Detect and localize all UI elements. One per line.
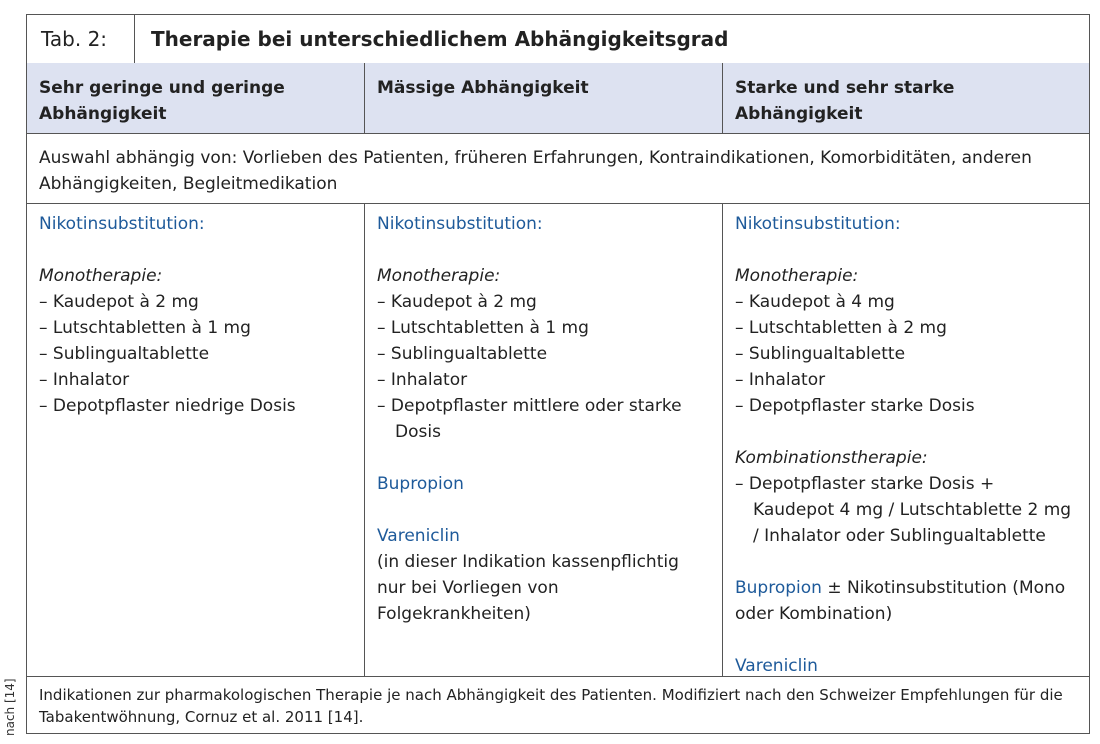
column-strong-dependence [723,204,1089,676]
list-item: – Sublingualtablette [735,344,906,364]
bupropion-suffix: ± Nikotinsubstitution (Mono oder Kombination) [735,578,1066,624]
list-item: – Kaudepot à 2 mg [377,292,537,312]
vareniclin-label: Vareniclin [735,656,818,676]
list-item: – Lutschtabletten à 2 mg [735,318,947,338]
monotherapy-label: Monotherapie: [735,266,859,286]
vareniclin-label: Vareniclin [377,526,460,546]
table-title: Therapie bei unterschiedlichem Abhängigkeitsgrad [151,27,729,51]
combination-therapy-label: Kombinationstherapie: [735,448,928,468]
header-row [27,63,1089,134]
therapy-body-row [27,204,1089,677]
list-item: – Inhalator [377,370,468,390]
header-strong-dependence: Starke und sehr starke Abhängigkeit [735,78,955,124]
selection-note: Auswahl abhängig von: Vorlieben des Patienten, früheren Erfahrungen, Kontraindikationen, Komorbiditäten, anderen Abhängigkeiten, Begleitmedikation [27,134,1089,204]
list-item: – Sublingualtablette [39,344,210,364]
therapy-table [26,14,1090,734]
table-footnote: Indikationen zur pharmakologischen Therapie je nach Abhängigkeit des Patienten. Modifiziert nach den Schweizer Empfehlungen für die Tabakentwöhnung, Cornuz et al. 2011 [14]. [39,686,1063,726]
monotherapy-label: Monotherapie: [39,266,163,286]
list-item: – Depotpflaster niedrige Dosis [39,396,296,416]
list-item: – Inhalator [39,370,130,390]
list-item: – Depotpflaster starke Dosis + Kaudepot 4 mg / Lutschtablette 2 mg / Inhalator oder Sublingualtablette [735,474,1072,546]
list-item: – Kaudepot à 4 mg [735,292,895,312]
column-low-dependence [27,204,365,676]
table-number: Tab. 2: [27,15,135,63]
list-item: – Depotpflaster starke Dosis [735,396,975,416]
list-item: – Lutschtabletten à 1 mg [377,318,589,338]
list-item: – Kaudepot à 2 mg [39,292,199,312]
column-moderate-dependence [365,204,723,676]
nikotin-label: Nikotinsubstitution: [735,214,901,234]
list-item: – Depotpflaster mittlere oder starke Dosis [377,396,682,442]
vareniclin-note: (in dieser Indikation kassenpflichtig nur bei Vorliegen von Folgekrankheiten) [377,552,679,624]
bupropion-line [735,575,1079,627]
table-title-row [27,15,1089,64]
source-note: nach [14] [3,678,17,736]
bupropion-label: Bupropion [377,474,464,494]
list-item: – Inhalator [735,370,826,390]
nikotin-label: Nikotinsubstitution: [39,214,205,234]
bupropion-label: Bupropion [735,578,822,598]
header-moderate-dependence: Mässige Abhängigkeit [365,63,723,133]
monotherapy-label: Monotherapie: [377,266,501,286]
nikotin-label: Nikotinsubstitution: [377,214,543,234]
list-item: – Sublingualtablette [377,344,548,364]
header-low-dependence: Sehr geringe und geringe Abhängigkeit [27,63,365,133]
list-item: – Lutschtabletten à 1 mg [39,318,251,338]
